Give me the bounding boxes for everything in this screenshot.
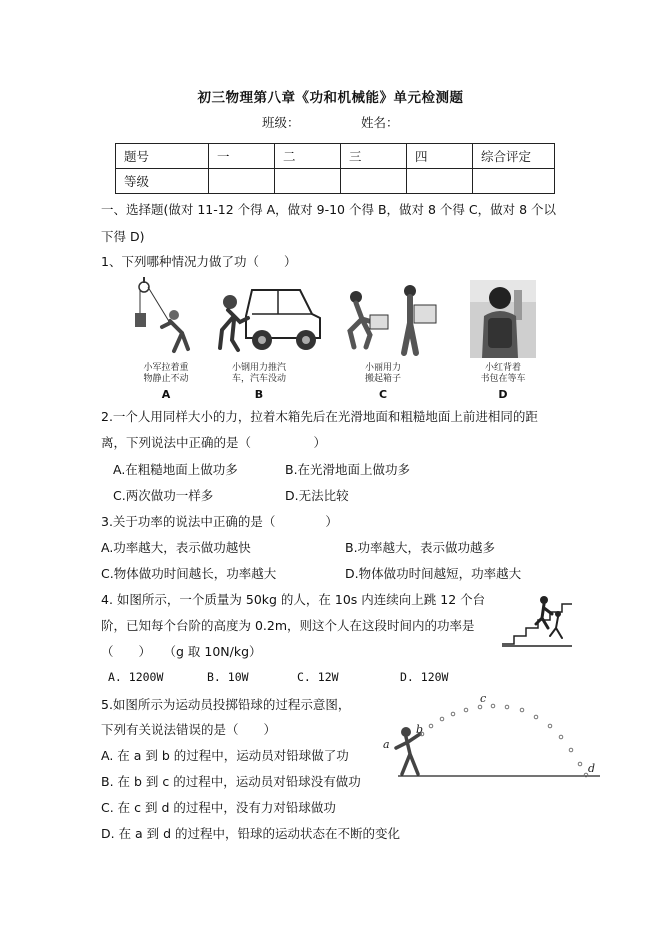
- table-cell: 综合评定: [473, 144, 555, 169]
- question-4-option-a: A. 1200W: [108, 670, 164, 684]
- question-5-line-1: 5.如图所示为运动员投掷铅球的过程示意图，: [101, 697, 351, 712]
- table-cell: 四: [407, 144, 473, 169]
- question-2-line-2: 离，下列说法中正确的是（ ）: [101, 435, 327, 450]
- figure-c-caption-2: 搬起箱子: [364, 374, 401, 384]
- table-cell: 三: [341, 144, 407, 169]
- question-2-option-c: C.两次做功一样多: [113, 488, 214, 503]
- question-2-option-d: D.无法比较: [285, 488, 349, 503]
- score-table: [115, 143, 555, 194]
- figure-c-lift-box: [340, 285, 440, 360]
- question-3-option-c: C.物体做功时间越长，功率越大: [101, 566, 277, 581]
- question-4-line-2: 阶，已知每个台阶的高度为 0.2m，则这个人在这段时间内的功率是: [101, 618, 475, 633]
- table-row: [116, 169, 555, 194]
- question-4-line-3: （ ） （g 取 10N/kg）: [101, 644, 262, 659]
- point-a-label: a: [383, 738, 390, 751]
- figure-shot-put-trajectory: [380, 690, 605, 785]
- figure-b-caption-2: 车，汽车没动: [231, 374, 286, 384]
- question-4-option-d: D. 120W: [400, 670, 449, 684]
- question-3-option-a: A.功率越大，表示做功越快: [101, 540, 251, 555]
- figure-d-schoolbag: [470, 280, 536, 358]
- table-cell: 题号: [116, 144, 209, 169]
- table-cell: [341, 169, 407, 194]
- question-3-stem: 3.关于功率的说法中正确的是（ ）: [101, 514, 338, 529]
- question-2-option-b: B.在光滑地面上做功多: [285, 462, 411, 477]
- table-cell: [407, 169, 473, 194]
- figure-b-letter: B: [254, 388, 264, 401]
- table-cell: 一: [209, 144, 275, 169]
- question-2-option-a: A.在粗糙地面上做功多: [113, 462, 238, 477]
- question-5-option-d: D. 在 a 到 d 的过程中，铅球的运动状态在不断的变化: [101, 826, 401, 841]
- figure-a-pull-weight: [130, 275, 200, 365]
- table-cell: [209, 169, 275, 194]
- figure-b-caption-1: 小钢用力推汽: [231, 363, 286, 373]
- table-row: [116, 144, 555, 169]
- question-3-option-b: B.功率越大，表示做功越多: [345, 540, 496, 555]
- question-1-stem: 1、下列哪种情况力做了功（ ）: [101, 254, 297, 269]
- name-label: 姓名：: [361, 115, 399, 130]
- table-cell: [473, 169, 555, 194]
- section-heading: 一、选择题(做对 11-12 个得 A，做对 9-10 个得 B，做对 8 个得 C，做对 8 个以: [101, 202, 557, 217]
- page-title: 初三物理第八章《功和机械能》单元检测题: [197, 90, 464, 106]
- figure-d-letter: D: [498, 388, 508, 401]
- figure-stairs-jumper: [500, 592, 574, 648]
- question-5-option-a: A. 在 a 到 b 的过程中，运动员对铅球做了功: [101, 748, 349, 763]
- question-4-option-c: C. 12W: [297, 670, 339, 684]
- question-4-option-b: B. 10W: [207, 670, 249, 684]
- question-3-option-d: D.物体做功时间越短，功率越大: [345, 566, 522, 581]
- class-label: 班级：: [262, 115, 300, 130]
- figure-a-caption-2: 物静止不动: [143, 374, 189, 384]
- question-5-option-b: B. 在 b 到 c 的过程中，运动员对铅球没有做功: [101, 774, 361, 789]
- question-5-line-2: 下列有关说法错误的是（ ）: [101, 722, 277, 737]
- figure-b-push-car: [212, 280, 324, 360]
- figure-d-caption-1: 小红背着: [484, 363, 521, 373]
- question-4-line-1: 4. 如图所示，一个质量为 50kg 的人，在 10s 内连续向上跳 12 个台: [101, 592, 486, 607]
- figure-a-caption-1: 小军拉着重: [143, 363, 189, 373]
- table-cell: [275, 169, 341, 194]
- figure-c-caption-1: 小丽用力: [364, 363, 401, 373]
- question-2-line-1: 2.一个人用同样大小的力，拉着木箱先后在光滑地面和粗糙地面上前进相同的距: [101, 409, 538, 424]
- point-d-label: d: [588, 762, 596, 775]
- figure-d-caption-2: 书包在等车: [480, 374, 526, 384]
- table-cell: 二: [275, 144, 341, 169]
- question-5-option-c: C. 在 c 到 d 的过程中，没有力对铅球做功: [101, 800, 336, 815]
- point-c-label: c: [480, 692, 487, 705]
- section-heading-cont: 下得 D): [101, 229, 145, 244]
- figure-a-letter: A: [161, 388, 171, 401]
- table-cell: 等级: [116, 169, 209, 194]
- point-b-label: b: [416, 723, 424, 736]
- figure-c-letter: C: [378, 388, 388, 401]
